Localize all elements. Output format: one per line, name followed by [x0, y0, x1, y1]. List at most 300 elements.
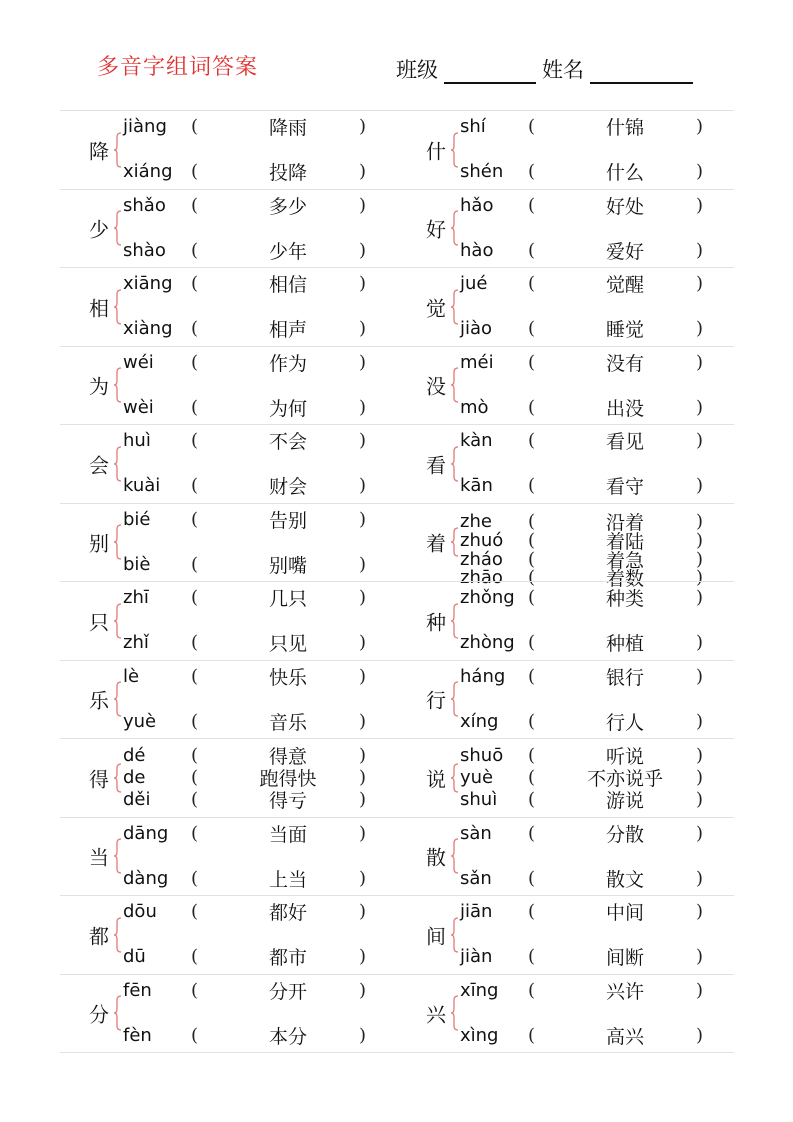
- paren-close: ): [359, 508, 367, 530]
- paren-open: (: [528, 529, 536, 551]
- paren-close: ): [359, 553, 367, 575]
- paren-open: (: [191, 396, 199, 418]
- paren-open: (: [191, 946, 199, 967]
- answer-word: 兴许: [605, 980, 644, 1003]
- pinyin-lines: [123, 347, 423, 425]
- brace-icon: [450, 603, 460, 639]
- pronunciation-row: [123, 430, 423, 451]
- brace-icon: [113, 446, 123, 482]
- paren-open: (: [528, 632, 536, 653]
- answer-grid: [60, 110, 734, 1053]
- pronunciation-row: [123, 475, 423, 496]
- polyphonic-character: 分: [89, 1002, 109, 1027]
- answer-word: 出没: [605, 397, 644, 420]
- pinyin: zhuó: [460, 529, 504, 551]
- pinyin: de: [123, 767, 146, 788]
- answer-word: 降雨: [268, 117, 307, 139]
- pronunciation-row: [123, 789, 423, 810]
- polyphonic-character: 好: [426, 217, 446, 242]
- answer-word: 为何: [268, 397, 307, 420]
- answer-word: 相声: [268, 319, 307, 341]
- pronunciation-row: [123, 666, 423, 687]
- paren-close: ): [359, 867, 367, 889]
- pinyin: xíng: [460, 710, 499, 732]
- pinyin-lines: [123, 975, 423, 1053]
- paren-close: ): [696, 587, 704, 608]
- paren-open: (: [528, 789, 536, 810]
- pinyin-lines: [460, 975, 760, 1053]
- paren-open: (: [191, 553, 199, 575]
- paren-open: (: [191, 632, 199, 653]
- paren-open: (: [528, 511, 536, 533]
- answer-word: 跑得快: [259, 768, 317, 790]
- paren-open: (: [528, 430, 536, 451]
- paren-open: (: [191, 710, 199, 732]
- paren-close: ): [359, 116, 367, 137]
- pronunciation-row: [460, 352, 760, 373]
- pinyin: xiāng: [123, 273, 173, 294]
- pronunciation-row: [123, 946, 423, 967]
- class-label: 班级: [396, 58, 438, 82]
- polyphonic-character: 说: [426, 767, 446, 792]
- paren-open: (: [528, 665, 536, 687]
- entry-group: [86, 818, 423, 896]
- pronunciation-row: [123, 868, 423, 889]
- paren-close: ): [696, 867, 704, 889]
- answer-word: 本分: [268, 1025, 307, 1048]
- pinyin-lines: [460, 268, 760, 346]
- paren-open: (: [528, 946, 536, 967]
- pinyin-lines: [460, 739, 760, 817]
- entry-group: [423, 582, 760, 660]
- pinyin-lines: [460, 425, 760, 503]
- name-blank[interactable]: [590, 60, 693, 84]
- polyphonic-character: 种: [426, 610, 446, 635]
- answer-word: 游说: [605, 790, 644, 812]
- paren-close: ): [359, 318, 367, 339]
- entry-group: [423, 347, 760, 425]
- answer-word: 沿着: [605, 512, 644, 535]
- brace-icon: [450, 527, 460, 557]
- answer-word: 快乐: [268, 666, 307, 689]
- paren-open: (: [528, 318, 536, 339]
- paren-open: (: [191, 430, 199, 451]
- paren-open: (: [528, 1024, 536, 1046]
- paren-close: ): [359, 194, 367, 216]
- pinyin: zhǐ: [123, 632, 149, 653]
- pronunciation-row: [123, 195, 423, 216]
- entry-group: [86, 190, 423, 268]
- paren-open: (: [191, 273, 199, 294]
- pinyin: sǎn: [460, 867, 492, 889]
- paren-open: (: [528, 548, 536, 570]
- paren-open: (: [191, 867, 199, 889]
- paren-open: (: [528, 116, 536, 137]
- pronunciation-row: [460, 397, 760, 418]
- paren-open: (: [528, 273, 536, 294]
- paren-open: (: [528, 710, 536, 732]
- pinyin-lines: [123, 739, 423, 817]
- answer-word: 着急: [605, 549, 644, 572]
- table-row: [60, 581, 734, 660]
- paren-close: ): [696, 822, 704, 844]
- paren-open: (: [191, 116, 199, 137]
- answer-word: 散文: [605, 868, 644, 891]
- entry-group: [423, 425, 760, 503]
- table-row: [60, 817, 734, 896]
- pinyin: jiàng: [123, 116, 167, 137]
- paren-close: ): [359, 665, 367, 687]
- pronunciation-row: [460, 273, 760, 294]
- pinyin: fèn: [123, 1024, 152, 1046]
- pinyin: zhāo: [460, 567, 503, 589]
- pronunciation-row: [123, 823, 423, 844]
- pinyin: mò: [460, 396, 489, 418]
- paren-close: ): [359, 239, 367, 261]
- table-row: [60, 660, 734, 739]
- brace-icon: [113, 763, 123, 793]
- paren-open: (: [191, 665, 199, 687]
- pinyin-lines: [460, 582, 760, 660]
- pinyin: xìng: [460, 1024, 499, 1046]
- entry-group: [423, 190, 760, 268]
- paren-open: (: [528, 161, 536, 182]
- paren-close: ): [359, 789, 367, 810]
- paren-open: (: [191, 767, 199, 788]
- answer-word: 告别: [268, 509, 307, 532]
- paren-open: (: [191, 789, 199, 810]
- paren-close: ): [696, 979, 704, 1001]
- paren-close: ): [696, 567, 704, 589]
- answer-word: 爱好: [605, 240, 644, 263]
- pinyin: dàng: [123, 867, 169, 889]
- paren-open: (: [191, 745, 199, 766]
- table-row: [60, 189, 734, 268]
- pronunciation-row: [123, 587, 423, 608]
- brace-icon: [113, 995, 123, 1031]
- pronunciation-row: [123, 980, 423, 1001]
- answer-word: 只见: [268, 633, 307, 655]
- paren-close: ): [696, 318, 704, 339]
- paren-close: ): [696, 665, 704, 687]
- brace-icon: [450, 289, 460, 325]
- answer-word: 着陆: [605, 530, 644, 553]
- paren-open: (: [528, 867, 536, 889]
- paren-close: ): [696, 548, 704, 570]
- pronunciation-row: [460, 195, 760, 216]
- brace-icon: [450, 917, 460, 953]
- pronunciation-row: [460, 430, 760, 451]
- pronunciation-row: [123, 745, 423, 766]
- answer-word: 银行: [605, 666, 644, 689]
- pronunciation-row: [460, 1025, 760, 1046]
- brace-icon: [113, 210, 123, 246]
- entry-group: [423, 661, 760, 739]
- answer-word: 高兴: [605, 1025, 644, 1048]
- pinyin: lè: [123, 665, 140, 687]
- paren-close: ): [696, 161, 704, 182]
- brace-icon: [450, 838, 460, 874]
- pinyin: yuè: [460, 767, 494, 788]
- pinyin-lines: [460, 896, 760, 974]
- pinyin: shí: [460, 116, 486, 137]
- polyphonic-character: 行: [426, 688, 446, 713]
- answer-word: 当面: [268, 823, 307, 846]
- paren-open: (: [528, 822, 536, 844]
- pronunciation-row: [460, 116, 760, 137]
- pinyin: biè: [123, 553, 151, 575]
- answer-word: 什锦: [605, 117, 644, 139]
- answer-word: 别嘴: [268, 554, 307, 577]
- answer-word: 看守: [605, 476, 644, 498]
- brace-icon: [113, 603, 123, 639]
- pinyin: děi: [123, 789, 151, 810]
- paren-close: ): [696, 529, 704, 551]
- table-row: [60, 974, 734, 1054]
- pronunciation-row: [460, 745, 760, 766]
- polyphonic-character: 什: [426, 139, 446, 164]
- paren-close: ): [359, 710, 367, 732]
- pinyin: shuì: [460, 789, 498, 810]
- paren-open: (: [528, 901, 536, 922]
- pronunciation-row: [123, 318, 423, 339]
- entry-group: [423, 268, 760, 346]
- pronunciation-row: [460, 161, 760, 182]
- entry-group: [86, 504, 423, 582]
- paren-close: ): [696, 273, 704, 294]
- paren-open: (: [528, 351, 536, 373]
- pronunciation-row: [123, 273, 423, 294]
- entry-group: [423, 739, 760, 817]
- pronunciation-row: [123, 240, 423, 261]
- pronunciation-row: [460, 767, 760, 788]
- answer-word: 着数: [605, 568, 644, 591]
- pinyin-lines: [123, 896, 423, 974]
- entry-group: [423, 111, 760, 189]
- pinyin: shén: [460, 161, 504, 182]
- pronunciation-row: [460, 980, 760, 1001]
- brace-icon: [113, 838, 123, 874]
- pinyin-lines: [460, 661, 760, 739]
- paren-close: ): [696, 710, 704, 732]
- brace-icon: [113, 917, 123, 953]
- pinyin: jué: [460, 273, 488, 294]
- paren-close: ): [696, 632, 704, 653]
- table-row: [60, 503, 734, 591]
- pinyin-lines: [460, 190, 760, 268]
- pronunciation-row: [123, 509, 423, 530]
- pinyin-lines: [123, 818, 423, 896]
- paren-open: (: [191, 1024, 199, 1046]
- entry-group: [423, 896, 760, 974]
- pinyin: zhòng: [460, 632, 515, 653]
- paren-close: ): [359, 822, 367, 844]
- pinyin: zháo: [460, 548, 503, 570]
- pinyin: zhe: [460, 511, 492, 533]
- answer-word: 得亏: [268, 790, 307, 812]
- brace-icon: [450, 995, 460, 1031]
- brace-icon: [450, 446, 460, 482]
- paren-open: (: [191, 979, 199, 1001]
- paren-close: ): [696, 745, 704, 766]
- paren-close: ): [359, 946, 367, 967]
- class-blank[interactable]: [444, 60, 536, 84]
- table-row: [60, 738, 734, 817]
- polyphonic-character: 相: [89, 296, 109, 321]
- pinyin: wèi: [123, 396, 154, 418]
- polyphonic-character: 少: [89, 217, 109, 242]
- paren-open: (: [528, 979, 536, 1001]
- paren-close: ): [696, 789, 704, 810]
- paren-close: ): [359, 273, 367, 294]
- pronunciation-row: [460, 632, 760, 653]
- answer-word: 几只: [268, 588, 307, 610]
- answer-word: 不亦说乎: [586, 768, 663, 790]
- pinyin: jiān: [460, 901, 493, 922]
- answer-word: 上当: [268, 868, 307, 891]
- pronunciation-row: [123, 901, 423, 922]
- pinyin-lines: [123, 582, 423, 660]
- pinyin: kàn: [460, 430, 493, 451]
- entry-group: [86, 739, 423, 817]
- answer-word: 投降: [268, 162, 307, 184]
- paren-close: ): [696, 351, 704, 373]
- entry-group: [86, 111, 423, 189]
- polyphonic-character: 只: [89, 610, 109, 635]
- pinyin: shào: [123, 239, 166, 261]
- answer-word: 分开: [268, 980, 307, 1003]
- paren-close: ): [359, 1024, 367, 1046]
- paren-close: ): [359, 430, 367, 451]
- entry-group: [86, 425, 423, 503]
- pinyin: huì: [123, 430, 151, 451]
- pronunciation-row: [123, 554, 423, 575]
- brace-icon: [113, 681, 123, 717]
- entry-group: [86, 661, 423, 739]
- answer-word: 都市: [268, 947, 307, 969]
- brace-icon: [113, 367, 123, 403]
- table-row: [60, 267, 734, 346]
- answer-word: 都好: [268, 902, 307, 924]
- paren-close: ): [696, 475, 704, 496]
- polyphonic-character: 都: [89, 924, 109, 949]
- polyphonic-character: 当: [89, 845, 109, 870]
- paren-open: (: [528, 396, 536, 418]
- answer-word: 听说: [605, 746, 644, 768]
- paren-close: ): [696, 194, 704, 216]
- table-row: [60, 895, 734, 974]
- paren-open: (: [191, 822, 199, 844]
- answer-word: 不会: [268, 431, 307, 453]
- pinyin-lines: [460, 504, 760, 591]
- pinyin-lines: [123, 268, 423, 346]
- pinyin: xīng: [460, 979, 499, 1001]
- answer-word: 好处: [605, 195, 644, 218]
- page-title: 多音字组词答案: [97, 55, 259, 80]
- pinyin-lines: [123, 504, 423, 582]
- pronunciation-row: [460, 789, 760, 810]
- pronunciation-row: [460, 868, 760, 889]
- pinyin: wéi: [123, 351, 154, 373]
- pronunciation-row: [460, 318, 760, 339]
- pronunciation-row: [123, 632, 423, 653]
- brace-icon: [450, 132, 460, 168]
- pronunciation-row: [460, 823, 760, 844]
- answer-word: 间断: [605, 947, 644, 969]
- paren-close: ): [696, 116, 704, 137]
- paren-close: ): [359, 161, 367, 182]
- pinyin: kān: [460, 475, 493, 496]
- entry-group: [423, 818, 760, 896]
- entry-group: [86, 582, 423, 660]
- pinyin-lines: [460, 347, 760, 425]
- pinyin: xiàng: [123, 318, 173, 339]
- paren-close: ): [696, 901, 704, 922]
- paren-open: (: [191, 318, 199, 339]
- name-label: 姓名: [542, 58, 584, 82]
- pronunciation-row: [123, 161, 423, 182]
- paren-close: ): [696, 430, 704, 451]
- polyphonic-character: 没: [426, 374, 446, 399]
- pinyin: hào: [460, 239, 494, 261]
- entry-group: [86, 268, 423, 346]
- answer-word: 音乐: [268, 711, 307, 734]
- pinyin: hǎo: [460, 194, 494, 216]
- answer-word: 什么: [605, 162, 644, 184]
- pinyin: dū: [123, 946, 146, 967]
- pinyin: bié: [123, 508, 151, 530]
- brace-icon: [450, 210, 460, 246]
- pronunciation-row: [460, 711, 760, 732]
- pronunciation-row: [460, 946, 760, 967]
- answer-word: 中间: [605, 902, 644, 924]
- pronunciation-row: [460, 587, 760, 608]
- polyphonic-character: 看: [426, 453, 446, 478]
- answer-word: 财会: [268, 476, 307, 498]
- pronunciation-row: [460, 475, 760, 496]
- polyphonic-character: 降: [89, 139, 109, 164]
- pinyin-lines: [123, 111, 423, 189]
- answer-word: 行人: [605, 711, 644, 734]
- pinyin: fēn: [123, 979, 152, 1001]
- pinyin: shuō: [460, 745, 504, 766]
- paren-close: ): [696, 511, 704, 533]
- answer-word: 觉醒: [605, 274, 644, 296]
- paren-close: ): [359, 396, 367, 418]
- brace-icon: [450, 681, 460, 717]
- pinyin: dōu: [123, 901, 157, 922]
- paren-close: ): [359, 901, 367, 922]
- pinyin-lines: [460, 111, 760, 189]
- polyphonic-character: 会: [89, 453, 109, 478]
- paren-close: ): [696, 239, 704, 261]
- polyphonic-character: 别: [89, 531, 109, 556]
- pinyin-lines: [123, 661, 423, 739]
- table-row: [60, 424, 734, 503]
- entry-group: [86, 347, 423, 425]
- entry-group: [423, 504, 760, 591]
- pinyin: háng: [460, 665, 506, 687]
- pinyin: jiàn: [460, 946, 493, 967]
- paren-close: ): [359, 767, 367, 788]
- paren-open: (: [191, 475, 199, 496]
- table-row: [60, 110, 734, 189]
- pinyin: shǎo: [123, 194, 166, 216]
- entry-group: [423, 975, 760, 1053]
- polyphonic-character: 得: [89, 767, 109, 792]
- paren-close: ): [696, 767, 704, 788]
- brace-icon: [113, 289, 123, 325]
